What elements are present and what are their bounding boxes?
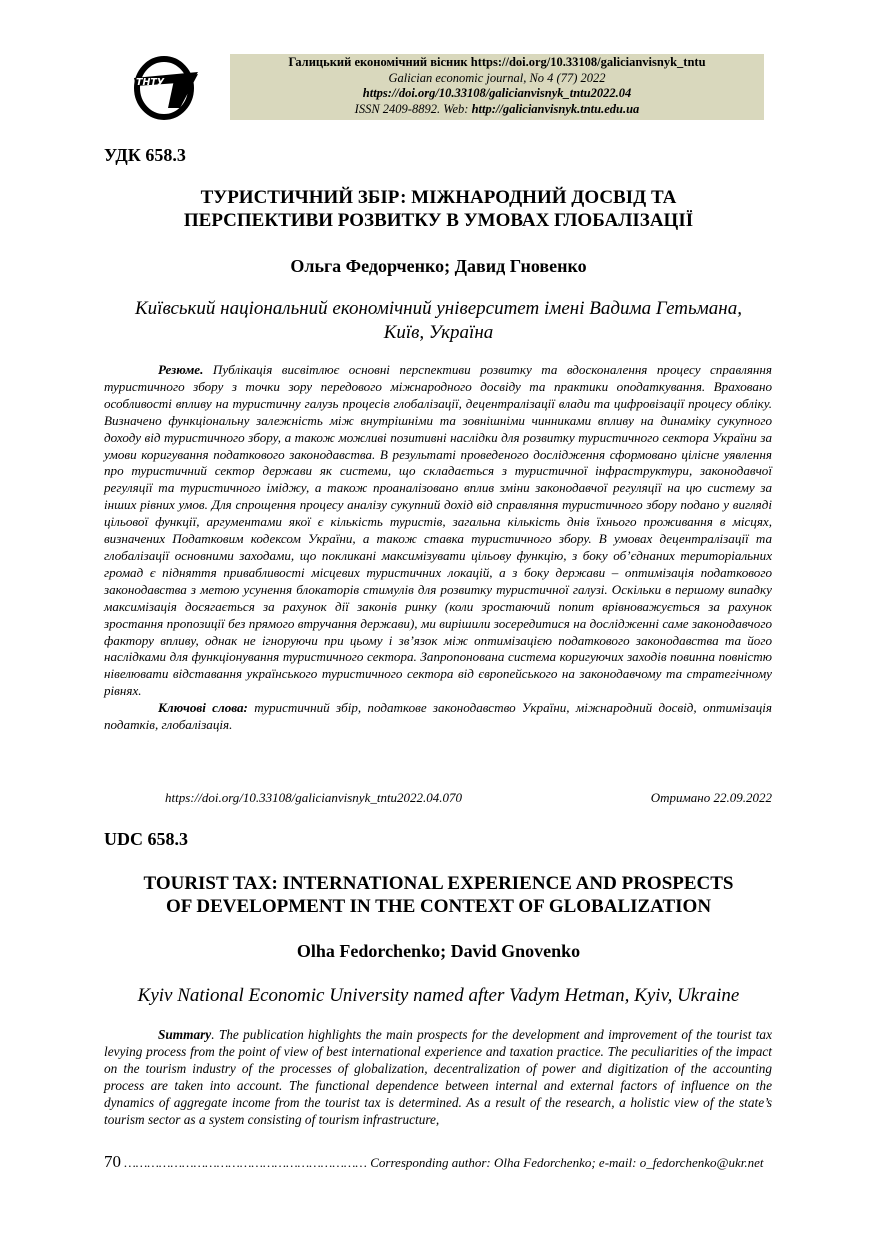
summary-text: . The publication highlights the main prospects for the development and improvement of the tourist tax levying process from the point of view of best international experience and taxation practice. The peculiarities of the impact on the tourism industry of the processes of globalization, decentralization of power and digitization of the accounting process are taken into account. The functional dependence between internal and external factors of influence on the dynamics of aggregate income from the tourist tax is determined. As a result of the research, a holistic view of the state’s tourism sector as a system consisting of tourism infrastructure,: [104, 1027, 772, 1128]
journal-header: [230, 54, 764, 120]
title-en-line2: OF DEVELOPMENT IN THE CONTEXT OF GLOBALIZATION: [165, 896, 712, 917]
journal-issn: [230, 102, 764, 118]
page-footer: [104, 1152, 772, 1172]
keywords-label: Ключові слова:: [158, 700, 248, 716]
affiliation-ua: [100, 297, 777, 345]
title-en-line1: TOURIST TAX: INTERNATIONAL EXPERIENCE AND PROSPECTS: [143, 873, 734, 894]
summary-en-paragraph: [104, 1026, 772, 1129]
abstract-label: Резюме.: [158, 362, 204, 377]
article-meta-row: [165, 790, 772, 806]
affiliation-ua-line2: Київ, Україна: [383, 322, 494, 343]
title-ua: [100, 186, 777, 232]
authors-ua: Ольга Федорченко; Давид Гновенко: [290, 256, 587, 276]
abstract-ua-paragraph: [104, 362, 772, 700]
affiliation-ua-line1: Київський національний економічний університет імені Вадима Гетьмана,: [135, 298, 742, 319]
summary-label: Summary: [158, 1027, 212, 1042]
corresponding-author: Corresponding author: Olha Fedorchenko; e-mail: o_fedorchenko@ukr.net: [370, 1155, 764, 1170]
footer-dots: ………………………………………………………: [124, 1155, 367, 1170]
journal-title-ua: Галицький економічний вісник https://doi.org/10.33108/galicianvisnyk_tntu: [288, 55, 706, 69]
tntu-logo: [128, 52, 204, 122]
page-number: 70: [104, 1152, 121, 1171]
title-en: [100, 872, 777, 918]
logo-text: ТНТУ: [136, 77, 165, 88]
issn-text: ISSN 2409-8892. Web:: [354, 101, 469, 116]
title-ua-line1: ТУРИСТИЧНИЙ ЗБІР: МІЖНАРОДНИЙ ДОСВІД ТА: [200, 187, 677, 208]
affiliation-en: Kyiv National Economic University named after Vadym Hetman, Kyiv, Ukraine: [137, 985, 740, 1006]
title-ua-line2: ПЕРСПЕКТИВИ РОЗВИТКУ В УМОВАХ ГЛОБАЛІЗАЦІЇ: [183, 210, 694, 231]
abstract-ua: [104, 362, 772, 734]
keywords-ua-paragraph: [104, 700, 772, 734]
received-date: Отримано 22.09.2022: [650, 790, 772, 805]
abstract-text: Публікація висвітлює основні перспективи розвитку та вдосконалення процесу справляння туристичного збору з точки зору передового міжнародного досвіду та практики оподаткування. Враховано особливості впливу на туристичну галузь процесів глобалізації, децентралізації влади та цифровізації процесу обліку. Визначено функціональну залежність між внутрішніми та зовнішніми чинниками впливу на динаміку сукупного доходу від туристичного збору, а також можливі позитивні наслідки для розвитку туристичного сектора України за умови коригування податкового законодавства. В результаті проведеного дослідження сформовано цілісне уявлення про туристичний сектор держави як системи, що складається з туристичної інфраструктури, законодавчої регуляції та туристичного іміджу, а також проаналізовано вплив зміни законодавчої регуляції на цю систему за інших рівних умов. Для спрощення процесу аналізу сукупний дохід від справляння туристичного збору подано у вигляді цільової функції, аргументами якої є кількість туристів, загальна кількість днів їхнього проживання в місцях, визначених Податковим кодексом України, а також ставка туристичного збору. В умовах децентралізації та глобалізації основними заходами, що покликані максимізувати цільову функцію, з боку об’єднаних територіальних громад є підняття привабливості місцевих туристичних локацій, а з боку держави – оптимізація податкового законодавства з метою усунення блокаторів стимулів для розвитку туристичної галузі. Оскільки в першому випадку максимізація досягається за рахунок дії законів ринку (коли зростаючий попит врівноважується за рахунок зростання пропозиції без прямого втручання держави), ми вирішили зосередитися на дослідженні саме законодавчого фактору впливу, однак не ігноруючи при цьому і зв’язок між оптимізацією податкового законодавства та його наслідками для функціонування туристичного сектора. Запропонована система коригуючих заходів повинна повністю нівелювати відставання українського туристичного сектора від європейського на законодавчому та стратегічному рівнях.: [104, 362, 773, 699]
keywords-text: туристичний збір, податкове законодавство України, міжнародний досвід, оптимізація податків, глобалізація.: [104, 700, 772, 733]
journal-web-link[interactable]: http://galicianvisnyk.tntu.edu.ua: [471, 101, 640, 116]
journal-doi: https://doi.org/10.33108/galicianvisnyk_tntu2022.04: [362, 86, 632, 100]
udc-ua: УДК 658.3: [104, 145, 186, 165]
summary-en: [104, 1026, 772, 1129]
udc-en: UDC 658.3: [104, 829, 188, 849]
journal-title-en: Galician economic journal, No 4 (77) 2022: [388, 70, 606, 85]
authors-en: Olha Fedorchenko; David Gnovenko: [296, 941, 581, 961]
article-doi-link[interactable]: https://doi.org/10.33108/galicianvisnyk_tntu2022.04.070: [165, 790, 463, 805]
